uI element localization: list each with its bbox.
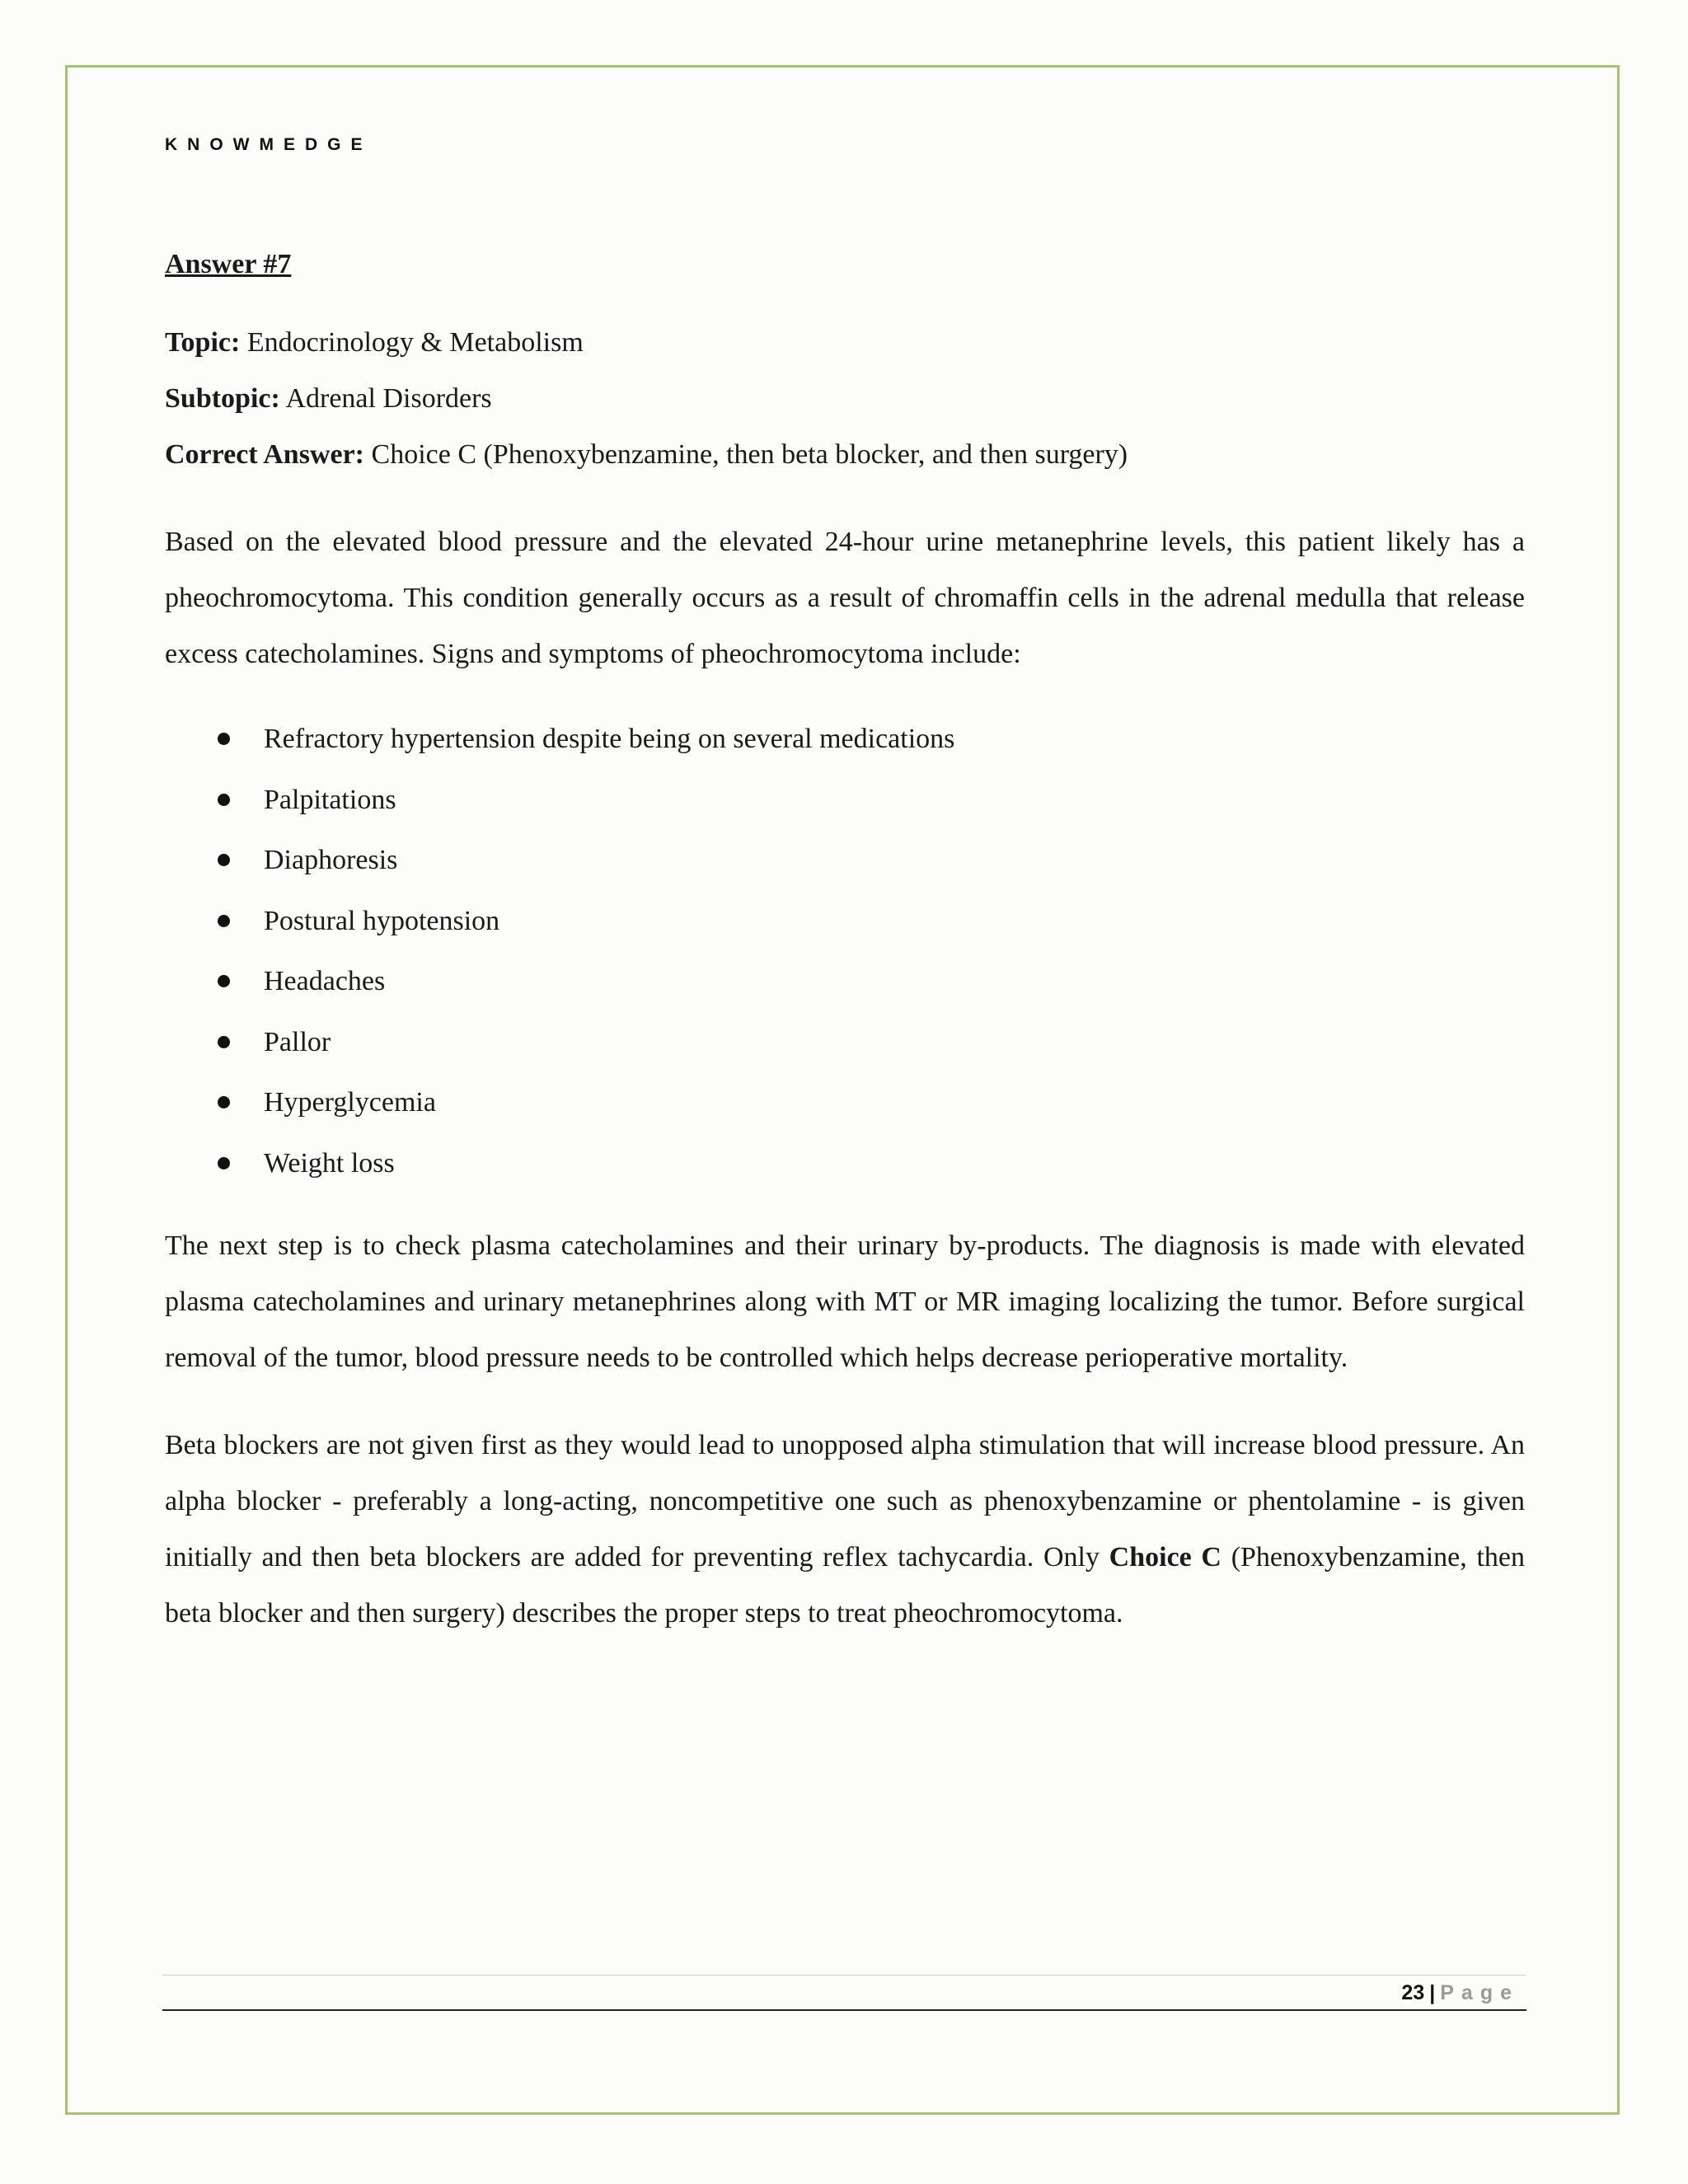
next-step-paragraph: The next step is to check plasma catecholamines and their urinary by-products. The diagnosis is made with elevated plasma catecholamines and urinary metanephrines along with MT or MR imaging localizing the tumor. Before surgical removal of the tumor, blood pressure needs to be controlled which helps decrease perioperative mortality. bbox=[165, 1230, 1525, 1373]
correct-answer-value: Choice C (Phenoxybenzamine, then beta blocker, and then surgery) bbox=[371, 439, 1128, 470]
symptom-text: Headaches bbox=[264, 966, 386, 996]
answer-title: Answer #7 bbox=[165, 249, 292, 279]
correct-answer-label: Correct Answer: bbox=[165, 439, 365, 470]
correct-answer-line bbox=[165, 427, 1525, 483]
bullet-icon bbox=[218, 733, 230, 745]
symptom-text: Hyperglycemia bbox=[264, 1087, 436, 1118]
page-label: Page bbox=[1440, 1981, 1519, 2004]
bullet-icon bbox=[218, 1096, 230, 1108]
symptom-text: Postural hypotension bbox=[264, 905, 500, 936]
footer-divider-thick bbox=[162, 2009, 1526, 2011]
list-item bbox=[165, 951, 1525, 1012]
bullet-icon bbox=[218, 915, 230, 927]
page-number: 23 bbox=[1401, 1981, 1425, 2004]
symptom-list bbox=[165, 709, 1525, 1193]
list-item bbox=[165, 1133, 1525, 1194]
symptom-text: Weight loss bbox=[264, 1147, 395, 1179]
beta-blocker-text: Beta blockers are not given first as they would lead to unopposed alpha stimulation that will increase blood pressure. An alpha blocker - preferably a long-acting, noncompetitive one such as phenoxybenzamine or phentolamine - is given initially and then beta blockers are added for preventing reflex tachycardia. Only bbox=[165, 1430, 1525, 1572]
bullet-icon bbox=[218, 854, 230, 866]
list-item bbox=[165, 1072, 1525, 1133]
list-item bbox=[165, 770, 1525, 831]
topic-label: Topic: bbox=[165, 327, 241, 358]
list-item bbox=[165, 709, 1525, 770]
correct-choice-emphasis: Choice C bbox=[1109, 1542, 1221, 1572]
answer-content bbox=[165, 244, 1525, 1642]
bullet-icon bbox=[218, 1157, 230, 1169]
subtopic-label: Subtopic: bbox=[165, 383, 280, 414]
page-footer bbox=[1401, 1981, 1519, 2005]
symptom-text: Palpitations bbox=[264, 784, 396, 815]
bullet-icon bbox=[218, 975, 230, 987]
topic-value: Endocrinology & Metabolism bbox=[246, 327, 584, 358]
list-item bbox=[165, 830, 1525, 891]
list-item bbox=[165, 1012, 1525, 1073]
intro-paragraph: Based on the elevated blood pressure and the elevated 24-hour urine metanephrine levels, this patient likely has a pheochromocytoma. This condition generally occurs as a result of chromaffin cells in the adrenal medulla that release excess catecholamines. Signs and symptoms of pheochromocytoma include: bbox=[165, 527, 1525, 669]
topic-line bbox=[165, 315, 1525, 371]
bullet-icon bbox=[218, 794, 230, 806]
subtopic-line bbox=[165, 371, 1525, 427]
symptom-text: Refractory hypertension despite being on several medications bbox=[264, 724, 955, 754]
beta-blocker-paragraph bbox=[165, 1418, 1525, 1642]
symptom-text: Diaphoresis bbox=[264, 845, 398, 875]
header-brand: KNOWMEDGE bbox=[165, 135, 373, 154]
subtopic-value: Adrenal Disorders bbox=[285, 383, 492, 414]
beta-blocker-tail: (Phenoxybenzamine, then beta blocker and then surgery) describes the proper steps to treat pheochromocytoma. bbox=[165, 1542, 1525, 1629]
list-item bbox=[165, 891, 1525, 952]
bullet-icon bbox=[218, 1036, 230, 1048]
page-separator: | bbox=[1429, 1981, 1436, 2004]
symptom-text: Pallor bbox=[264, 1026, 331, 1057]
